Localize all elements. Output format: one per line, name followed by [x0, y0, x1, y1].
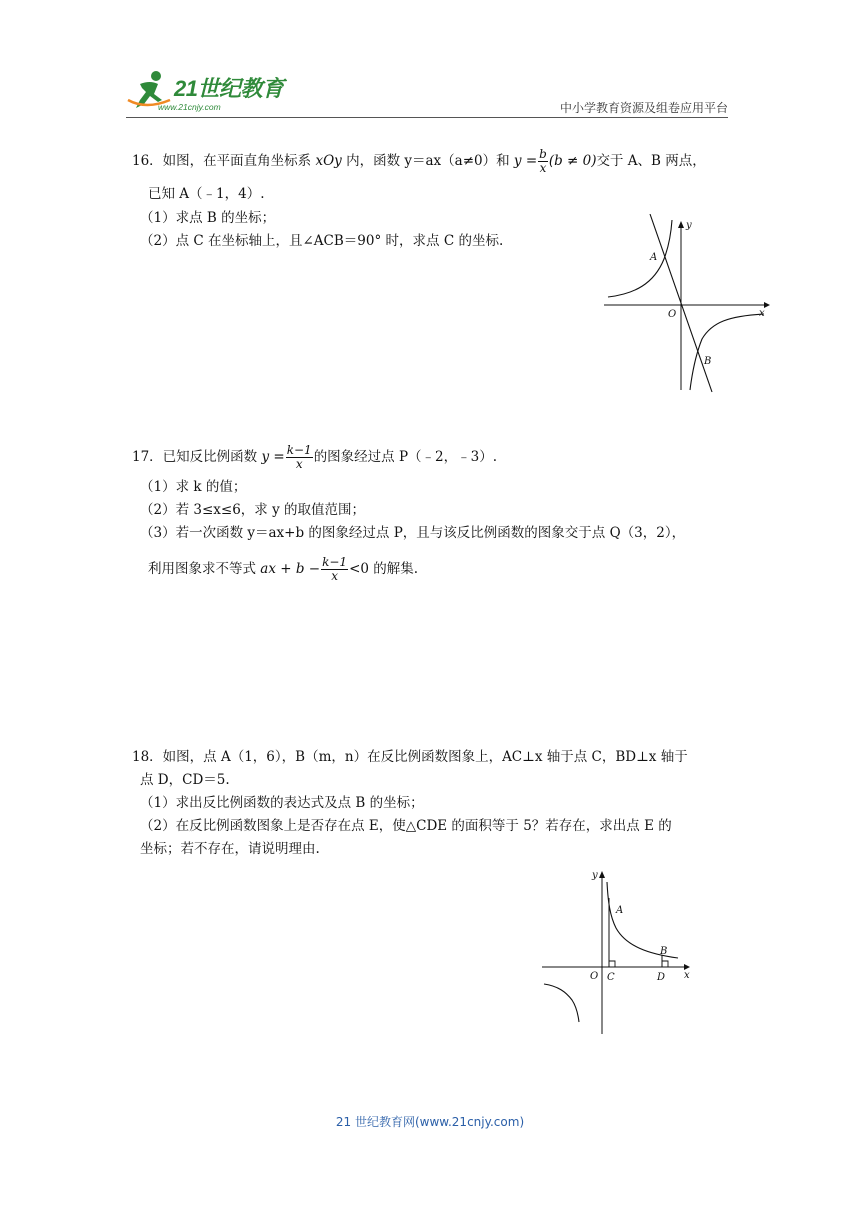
- page-header: [126, 66, 728, 118]
- x-axis-label: x: [759, 308, 765, 319]
- point-c-label: C: [607, 972, 615, 983]
- question-16-figure: [604, 214, 770, 394]
- point-b-label: B: [660, 946, 668, 957]
- question-18-figure: [538, 866, 698, 1034]
- origin-label: O: [668, 309, 677, 320]
- question-18-line-1: 18．如图，点 A（1，6），B（m，n）在反比例函数图象上，AC⊥x 轴于点 C，BD⊥x 轴于: [132, 749, 688, 765]
- question-17-part-2: （2）若 3≤x≤6，求 y 的取值范围；: [140, 502, 366, 518]
- question-18-part-2: （2）在反比例函数图象上是否存在点 E，使△CDE 的面积等于 5？若存在，求出点 E 的: [140, 818, 672, 834]
- x-axis-arrow: [764, 302, 770, 308]
- point-d-label: D: [657, 972, 666, 983]
- fraction-b-over-x: $\frac{b}{x}$: [539, 147, 547, 175]
- question-18-line-2: 点 D，CD＝5.: [140, 772, 230, 788]
- question-16-part-2: （2）点 C 在坐标轴上，且∠ACB＝90° 时，求点 C 的坐标.: [140, 233, 504, 249]
- fraction-k-1-over-x: $\frac{k-1}{x}$: [286, 443, 312, 471]
- header-tagline: 中小学教育资源及组卷应用平台: [559, 101, 728, 115]
- question-18-line-5: 坐标；若不存在，请说明理由.: [140, 841, 320, 857]
- logo-url: www.21cnjy.com: [158, 102, 221, 112]
- hyperbola-branch-left: [608, 220, 672, 297]
- question-16-line-1: 16．如图，在平面直角坐标系 xOy 内，函数 y＝ax（a≠0）和 y = $\frac{b}{x}$ (b ≠ 0)交于 A、B 两点，: [132, 147, 706, 175]
- point-a-label: A: [650, 252, 658, 263]
- question-17-line-1: 17．已知反比例函数 y = $\frac{k-1}{x}$ 的图象经过点 P（﹣2，﹣3）.: [132, 443, 498, 471]
- y-axis-label: y: [686, 220, 692, 231]
- question-17-part-1: （1）求 k 的值；: [140, 479, 247, 495]
- question-17-line-5: 利用图象求不等式 ax + b − $\frac{k-1}{x}$ <0 的解集.: [148, 555, 419, 583]
- point-b-label: B: [704, 356, 712, 367]
- question-17-part-3: （3）若一次函数 y＝ax+b 的图象经过点 P，且与该反比例函数的图象交于点 Q（3，2），: [140, 525, 686, 541]
- origin-label: O: [590, 971, 599, 982]
- question-16-line-2: 已知 A（﹣1，4）.: [148, 186, 265, 202]
- question-16-part-1: （1）求点 B 的坐标；: [140, 210, 276, 226]
- hyperbola-branch-right: [690, 314, 764, 390]
- question-18-part-1: （1）求出反比例函数的表达式及点 B 的坐标；: [140, 795, 424, 811]
- logo-text: 21世纪教育: [174, 76, 284, 101]
- point-a-label: A: [616, 905, 624, 916]
- figure-background: [538, 866, 698, 1034]
- footer-link[interactable]: 21 世纪教育网(www.21cnjy.com): [335, 1115, 525, 1129]
- y-axis-label: y: [592, 870, 598, 881]
- x-axis-label: x: [684, 970, 690, 981]
- y-axis-arrow: [678, 221, 684, 228]
- fraction-k-1-over-x-inequality: $\frac{k-1}{x}$: [322, 555, 348, 583]
- site-logo[interactable]: [126, 70, 296, 116]
- header-divider: [126, 117, 728, 118]
